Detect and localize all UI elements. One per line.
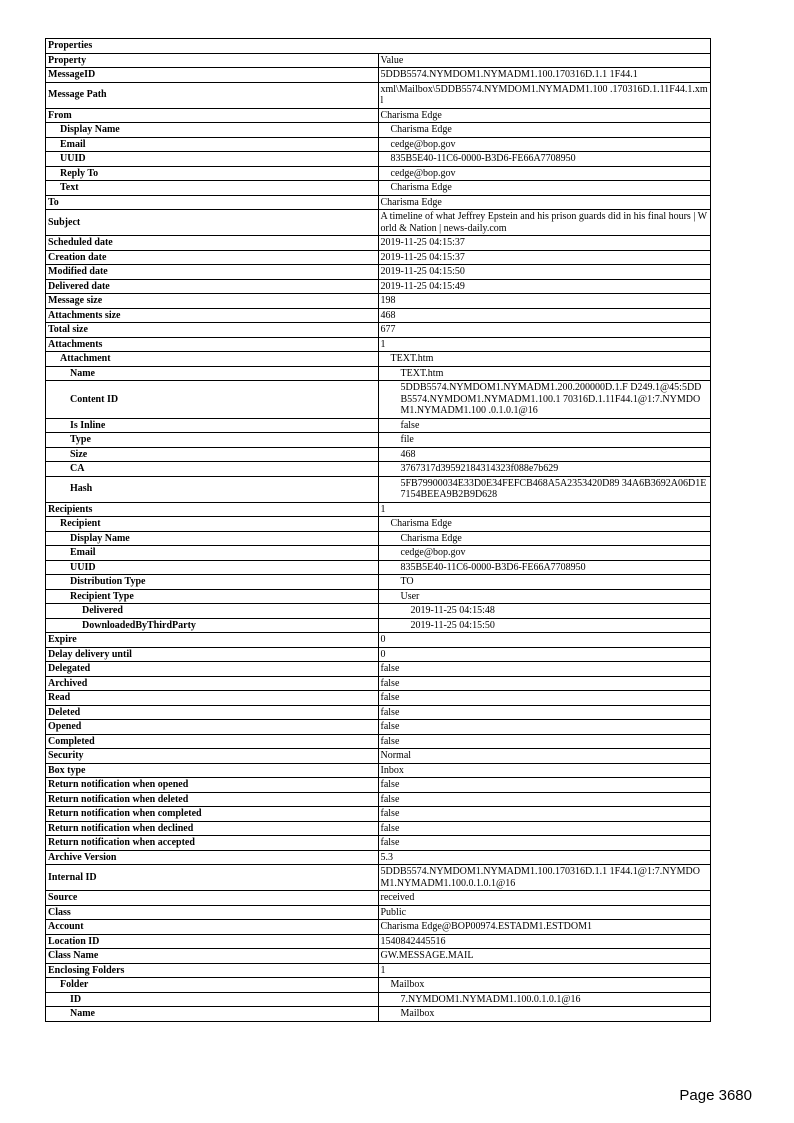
- table-row: [46, 920, 711, 935]
- table-row: [46, 589, 711, 604]
- property-name: Internal ID: [46, 865, 379, 891]
- property-value: 677: [378, 323, 711, 338]
- property-name: Security: [46, 749, 379, 764]
- table-row: [46, 546, 711, 561]
- property-name: MessageID: [46, 68, 379, 83]
- property-value: false: [378, 720, 711, 735]
- property-value: 198: [378, 294, 711, 309]
- property-value: Charisma Edge@BOP00974.ESTADM1.ESTDOM1: [378, 920, 711, 935]
- property-value: User: [378, 589, 711, 604]
- property-name: Message Path: [46, 82, 379, 108]
- table-row: [46, 963, 711, 978]
- property-value: cedge@bop.gov: [378, 166, 711, 181]
- property-name: From: [46, 108, 379, 123]
- property-value: 7.NYMDOM1.NYMADM1.100.0.1.0.1@16: [378, 992, 711, 1007]
- table-row: [46, 905, 711, 920]
- property-name: Attachment: [46, 352, 379, 367]
- table-row: [46, 447, 711, 462]
- table-row: [46, 633, 711, 648]
- property-value: 2019-11-25 04:15:50: [378, 618, 711, 633]
- table-row: [46, 210, 711, 236]
- table-row: [46, 308, 711, 323]
- property-value: 5FB79900034E33D0E34FEFCB468A5A2353420D89 34A6B3692A06D1E7154BEEA9B2B9D628: [378, 476, 711, 502]
- table-row: [46, 949, 711, 964]
- property-name: Name: [46, 1007, 379, 1022]
- property-name: Delegated: [46, 662, 379, 677]
- table-row: [46, 865, 711, 891]
- property-name: Display Name: [46, 123, 379, 138]
- property-value: A timeline of what Jeffrey Epstein and his prison guards did in his final hours | World & Nation | news-daily.com: [378, 210, 711, 236]
- property-name: Distribution Type: [46, 575, 379, 590]
- table-row: [46, 850, 711, 865]
- table-row: [46, 734, 711, 749]
- table-row: [46, 618, 711, 633]
- property-value: 5DDB5574.NYMDOM1.NYMADM1.200.200000D.1.F D249.1@45:5DDB5574.NYMDOM1.NYMADM1.100.1 70316D.1.11F44.1@1:7.NYMDOM1.NYMADM1.100 .0.1.0.1@16: [378, 381, 711, 419]
- table-row: [46, 575, 711, 590]
- property-name: Box type: [46, 763, 379, 778]
- property-value: 2019-11-25 04:15:48: [378, 604, 711, 619]
- property-name: Subject: [46, 210, 379, 236]
- table-row: [46, 778, 711, 793]
- table-row: [46, 123, 711, 138]
- property-value: 5DDB5574.NYMDOM1.NYMADM1.100.170316D.1.1 1F44.1: [378, 68, 711, 83]
- property-name: Return notification when accepted: [46, 836, 379, 851]
- table-row: [46, 462, 711, 477]
- property-name: Reply To: [46, 166, 379, 181]
- property-name: Opened: [46, 720, 379, 735]
- property-value: cedge@bop.gov: [378, 546, 711, 561]
- property-name: Account: [46, 920, 379, 935]
- property-value: false: [378, 418, 711, 433]
- property-value: 2019-11-25 04:15:37: [378, 236, 711, 251]
- table-row: [46, 517, 711, 532]
- table-row: [46, 934, 711, 949]
- properties-table: [45, 38, 711, 1022]
- property-name: Name: [46, 366, 379, 381]
- table-row: [46, 381, 711, 419]
- property-value: Charisma Edge: [378, 195, 711, 210]
- property-name: Read: [46, 691, 379, 706]
- property-name: Attachments size: [46, 308, 379, 323]
- property-name: Archive Version: [46, 850, 379, 865]
- property-value: xml\Mailbox\5DDB5574.NYMDOM1.NYMADM1.100 .170316D.1.11F44.1.xml: [378, 82, 711, 108]
- table-row: [46, 418, 711, 433]
- property-value: Normal: [378, 749, 711, 764]
- table-row: [46, 433, 711, 448]
- property-value: 468: [378, 447, 711, 462]
- property-value: Charisma Edge: [378, 531, 711, 546]
- property-value: 0: [378, 647, 711, 662]
- property-name: Source: [46, 891, 379, 906]
- property-name: Content ID: [46, 381, 379, 419]
- property-name: Hash: [46, 476, 379, 502]
- property-value: 2019-11-25 04:15:50: [378, 265, 711, 280]
- property-name: Attachments: [46, 337, 379, 352]
- property-name: Is Inline: [46, 418, 379, 433]
- table-row: [46, 821, 711, 836]
- property-value: 1540842445516: [378, 934, 711, 949]
- property-name: Recipient: [46, 517, 379, 532]
- table-row: [46, 279, 711, 294]
- property-value: Charisma Edge: [378, 123, 711, 138]
- property-name: Deleted: [46, 705, 379, 720]
- property-value: 2019-11-25 04:15:49: [378, 279, 711, 294]
- property-name: Email: [46, 137, 379, 152]
- property-name: Location ID: [46, 934, 379, 949]
- table-row: [46, 352, 711, 367]
- table-row: [46, 978, 711, 993]
- property-name: Folder: [46, 978, 379, 993]
- property-value: false: [378, 778, 711, 793]
- property-name: Size: [46, 447, 379, 462]
- property-name: Delivered: [46, 604, 379, 619]
- table-row: [46, 604, 711, 619]
- property-value: 2019-11-25 04:15:37: [378, 250, 711, 265]
- property-name: ID: [46, 992, 379, 1007]
- property-value: false: [378, 807, 711, 822]
- property-value: received: [378, 891, 711, 906]
- property-value: 835B5E40-11C6-0000-B3D6-FE66A7708950: [378, 560, 711, 575]
- table-row: [46, 108, 711, 123]
- property-name: Delivered date: [46, 279, 379, 294]
- property-name: Display Name: [46, 531, 379, 546]
- table-row: [46, 676, 711, 691]
- property-value: false: [378, 734, 711, 749]
- property-name: Class: [46, 905, 379, 920]
- property-name: Archived: [46, 676, 379, 691]
- property-name: Type: [46, 433, 379, 448]
- table-row: [46, 250, 711, 265]
- property-name: Enclosing Folders: [46, 963, 379, 978]
- property-value: Inbox: [378, 763, 711, 778]
- property-value: false: [378, 821, 711, 836]
- table-row: [46, 337, 711, 352]
- table-row: [46, 195, 711, 210]
- property-value: Charisma Edge: [378, 108, 711, 123]
- property-value: false: [378, 691, 711, 706]
- property-name: Modified date: [46, 265, 379, 280]
- table-title-row: [46, 39, 711, 54]
- table-row: [46, 792, 711, 807]
- property-name: Return notification when completed: [46, 807, 379, 822]
- table-row: [46, 181, 711, 196]
- property-value: false: [378, 792, 711, 807]
- table-row: [46, 68, 711, 83]
- property-name: CA: [46, 462, 379, 477]
- property-value: 5DDB5574.NYMDOM1.NYMADM1.100.170316D.1.1 1F44.1@1:7.NYMDOM1.NYMADM1.100.0.1.0.1@16: [378, 865, 711, 891]
- table-row: [46, 647, 711, 662]
- property-value: 5.3: [378, 850, 711, 865]
- table-row: [46, 749, 711, 764]
- property-value: 1: [378, 502, 711, 517]
- property-value: TEXT.htm: [378, 352, 711, 367]
- property-name: To: [46, 195, 379, 210]
- property-value: 468: [378, 308, 711, 323]
- table-row: [46, 476, 711, 502]
- header-property: Property: [46, 53, 379, 68]
- property-name: Delay delivery until: [46, 647, 379, 662]
- property-value: false: [378, 662, 711, 677]
- table-row: [46, 836, 711, 851]
- property-name: Expire: [46, 633, 379, 648]
- property-value: 0: [378, 633, 711, 648]
- property-name: Message size: [46, 294, 379, 309]
- table-row: [46, 294, 711, 309]
- property-value: Mailbox: [378, 1007, 711, 1022]
- table-row: [46, 720, 711, 735]
- table-row: [46, 236, 711, 251]
- table-row: [46, 366, 711, 381]
- property-value: Mailbox: [378, 978, 711, 993]
- property-name: Return notification when declined: [46, 821, 379, 836]
- property-value: Charisma Edge: [378, 181, 711, 196]
- property-value: false: [378, 705, 711, 720]
- header-value: Value: [378, 53, 711, 68]
- table-row: [46, 560, 711, 575]
- table-row: [46, 152, 711, 167]
- property-name: Email: [46, 546, 379, 561]
- property-name: Scheduled date: [46, 236, 379, 251]
- table-row: [46, 691, 711, 706]
- property-value: Charisma Edge: [378, 517, 711, 532]
- property-value: Public: [378, 905, 711, 920]
- property-name: Total size: [46, 323, 379, 338]
- property-value: GW.MESSAGE.MAIL: [378, 949, 711, 964]
- property-value: 3767317d39592184314323f088e7b629: [378, 462, 711, 477]
- property-value: false: [378, 836, 711, 851]
- table-row: [46, 323, 711, 338]
- table-row: [46, 662, 711, 677]
- property-name: Return notification when opened: [46, 778, 379, 793]
- table-row: [46, 137, 711, 152]
- property-name: UUID: [46, 560, 379, 575]
- table-row: [46, 531, 711, 546]
- property-name: Text: [46, 181, 379, 196]
- property-value: 835B5E40-11C6-0000-B3D6-FE66A7708950: [378, 152, 711, 167]
- property-value: TEXT.htm: [378, 366, 711, 381]
- property-value: 1: [378, 337, 711, 352]
- table-header-row: [46, 53, 711, 68]
- page-number: Page 3680: [679, 1087, 752, 1104]
- property-name: Completed: [46, 734, 379, 749]
- table-title: Properties: [46, 39, 711, 54]
- table-row: [46, 502, 711, 517]
- property-name: Class Name: [46, 949, 379, 964]
- property-value: cedge@bop.gov: [378, 137, 711, 152]
- table-row: [46, 265, 711, 280]
- table-row: [46, 891, 711, 906]
- table-row: [46, 992, 711, 1007]
- property-value: 1: [378, 963, 711, 978]
- table-row: [46, 166, 711, 181]
- property-name: Return notification when deleted: [46, 792, 379, 807]
- property-value: TO: [378, 575, 711, 590]
- property-value: file: [378, 433, 711, 448]
- property-name: UUID: [46, 152, 379, 167]
- property-name: Creation date: [46, 250, 379, 265]
- property-name: DownloadedByThirdParty: [46, 618, 379, 633]
- table-row: [46, 763, 711, 778]
- property-name: Recipient Type: [46, 589, 379, 604]
- table-row: [46, 705, 711, 720]
- table-row: [46, 1007, 711, 1022]
- table-row: [46, 807, 711, 822]
- property-name: Recipients: [46, 502, 379, 517]
- table-row: [46, 82, 711, 108]
- properties-table-body: [46, 39, 711, 1022]
- property-value: false: [378, 676, 711, 691]
